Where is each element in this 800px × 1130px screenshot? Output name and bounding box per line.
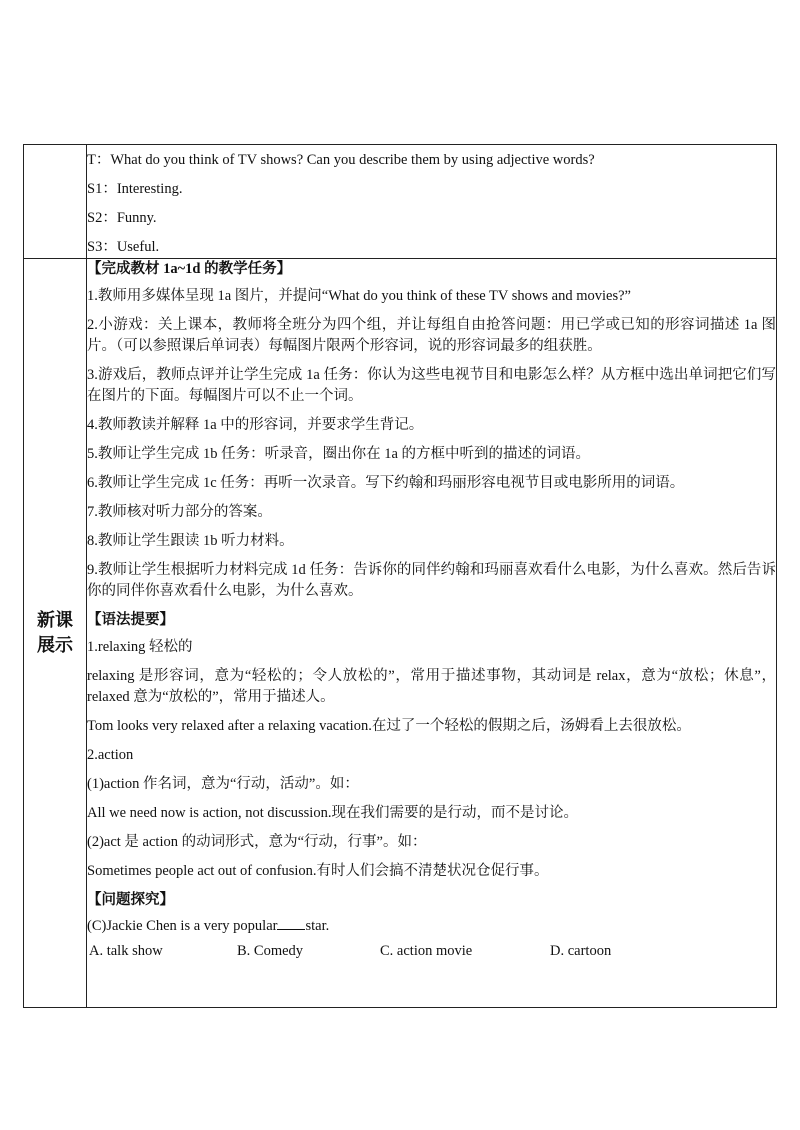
question-heading: 【问题探究】 <box>87 892 174 908</box>
new-lesson-row <box>24 259 777 1008</box>
task-heading: 【完成教材 1a~1d 的教学任务】 <box>87 261 292 277</box>
question-stem-before: (C)Jackie Chen is a very popular <box>87 918 278 934</box>
lesson-table <box>23 144 777 1008</box>
intro-line-teacher: T：What do you think of TV shows? Can you describe them by using adjective words? <box>87 152 595 168</box>
grammar-item2-point1: (1)action 作名词，意为“行动，活动”。如： <box>87 776 359 792</box>
task-item-2: 2.小游戏：关上课本，教师将全班分为四个组，并让每组自由抢答问题：用已学或已知的形容词描述 1a 图片。（可以参照课后单词表）每幅图片限两个形容词，说的形容词最多的组获胜。 <box>87 317 776 354</box>
section-label-cell <box>24 259 87 1008</box>
task-item-8: 8.教师让学生跟读 1b 听力材料。 <box>87 533 294 549</box>
grammar-item2-example2: Sometimes people act out of confusion.有时人们会搞不清楚状况仓促行事。 <box>87 863 549 879</box>
option-d: D. cartoon <box>550 943 612 959</box>
task-item-1: 1.教师用多媒体呈现 1a 图片，并提问“What do you think of these TV shows and movies?” <box>87 288 631 304</box>
task-item-9: 9.教师让学生根据听力材料完成 1d 任务：告诉你的同伴约翰和玛丽喜欢看什么电影，为什么喜欢。然后告诉你的同伴你喜欢看什么电影，为什么喜欢。 <box>87 562 776 599</box>
task-item-6: 6.教师让学生完成 1c 任务：再听一次录音。写下约翰和玛丽形容电视节目或电影所用的词语。 <box>87 475 685 491</box>
intro-line-s1: S1：Interesting. <box>87 181 183 197</box>
task-item-7: 7.教师核对听力部分的答案。 <box>87 504 272 520</box>
grammar-item2-point2: (2)act 是 action 的动词形式，意为“行动，行事”。如： <box>87 834 427 850</box>
section-label-line1: 新课 <box>37 610 73 631</box>
intro-line-s2: S2：Funny. <box>87 210 157 226</box>
option-c: C. action movie <box>380 943 473 959</box>
task-item-5: 5.教师让学生完成 1b 任务：听录音，圈出你在 1a 的方框中听到的描述的词语。 <box>87 446 591 462</box>
question-stem <box>87 915 776 937</box>
task-item-4: 4.教师教读并解释 1a 中的形容词，并要求学生背记。 <box>87 417 424 433</box>
section-label-line2: 展示 <box>37 635 73 656</box>
intro-label-cell <box>24 145 87 259</box>
grammar-item2-title: 2.action <box>87 747 134 763</box>
option-a: A. talk show <box>89 943 163 959</box>
intro-row <box>24 145 777 259</box>
grammar-item1-explain: relaxing 是形容词，意为“轻松的；令人放松的”，常用于描述事物，其动词是 relax，意为“放松；休息”，relaxed 意为“放松的”，常用于描述人。 <box>87 668 776 705</box>
option-b: B. Comedy <box>237 943 304 959</box>
grammar-heading: 【语法提要】 <box>87 612 174 628</box>
task-item-3: 3.游戏后，教师点评并让学生完成 1a 任务：你认为这些电视节目和电影怎么样？从方框中选出单词把它们写在图片的下面。每幅图片可以不止一个词。 <box>87 367 776 404</box>
grammar-item1-example: Tom looks very relaxed after a relaxing vacation.在过了一个轻松的假期之后，汤姆看上去很放松。 <box>87 718 691 734</box>
intro-line-s3: S3：Useful. <box>87 239 160 255</box>
answer-options <box>87 941 776 962</box>
question-stem-after: star. <box>305 918 330 934</box>
grammar-item1-title: 1.relaxing 轻松的 <box>87 639 193 655</box>
intro-content-cell <box>87 145 777 259</box>
section-content-cell <box>87 259 777 1008</box>
answer-blank <box>277 915 305 930</box>
grammar-item2-example1: All we need now is action, not discussion.现在我们需要的是行动，而不是讨论。 <box>87 805 578 821</box>
